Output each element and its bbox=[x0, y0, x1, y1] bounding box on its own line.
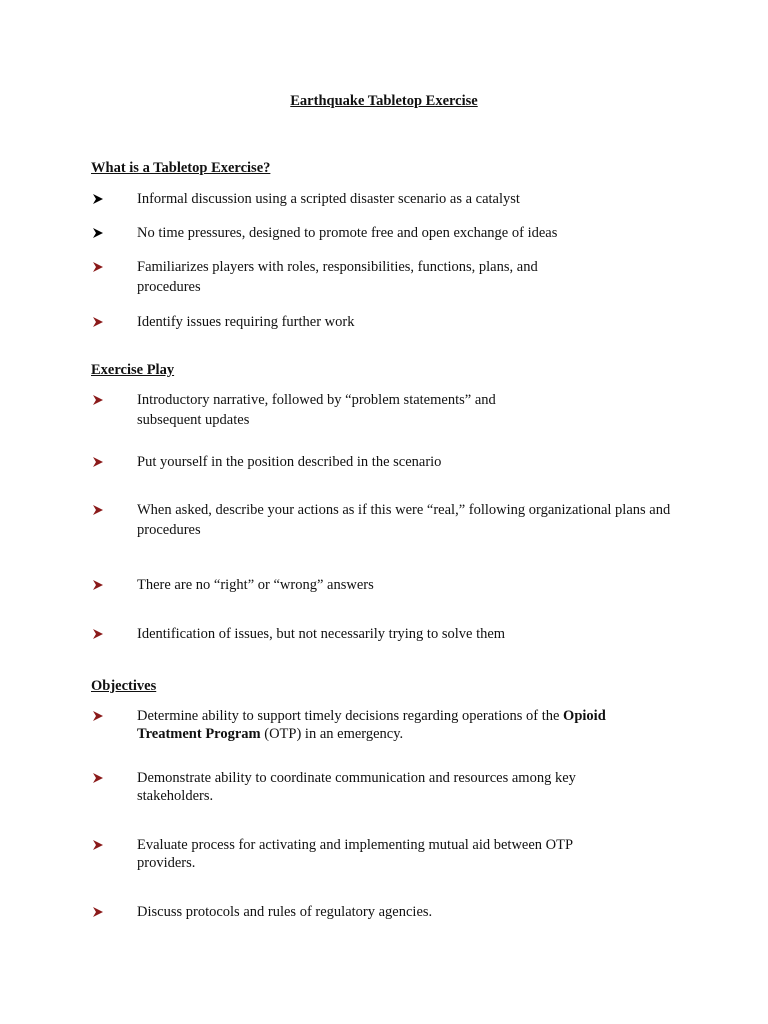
arrowhead-bullet-icon bbox=[92, 227, 104, 239]
list-item: There are no “right” or “wrong” answers bbox=[137, 577, 374, 593]
list-item: Identification of issues, but not necessarily trying to solve them bbox=[137, 626, 506, 642]
arrowhead-bullet-icon bbox=[92, 316, 104, 328]
list-item bbox=[137, 707, 637, 743]
arrowhead-bullet-icon bbox=[92, 394, 104, 406]
list-item: Demonstrate ability to coordinate communication and resources among key stakeholders. bbox=[137, 770, 576, 804]
section-heading-objectives: Objectives bbox=[91, 678, 157, 694]
arrowhead-bullet-icon bbox=[92, 710, 104, 722]
list-item: No time pressures, designed to promote free and open exchange of ideas bbox=[137, 225, 558, 241]
list-item: Evaluate process for activating and implementing mutual aid between OTP providers. bbox=[137, 837, 573, 871]
list-item: Introductory narrative, followed by “problem statements” and subsequent updates bbox=[137, 392, 496, 428]
list-item-text: (OTP) in an emergency. bbox=[260, 726, 404, 742]
arrowhead-bullet-icon bbox=[92, 579, 104, 591]
arrowhead-bullet-icon bbox=[92, 839, 104, 851]
document-title: Earthquake Tabletop Exercise bbox=[290, 93, 478, 109]
arrowhead-bullet-icon bbox=[92, 261, 104, 273]
list-item: Put yourself in the position described in the scenario bbox=[137, 454, 442, 470]
arrowhead-bullet-icon bbox=[92, 628, 104, 640]
arrowhead-bullet-icon bbox=[92, 906, 104, 918]
list-item: Familiarizes players with roles, responsibilities, functions, plans, and procedures bbox=[137, 259, 538, 295]
list-item: Identify issues requiring further work bbox=[137, 314, 355, 330]
program-name: Opioid Treatment Program bbox=[137, 708, 606, 742]
section-heading-what-is: What is a Tabletop Exercise? bbox=[91, 160, 271, 176]
list-item: Informal discussion using a scripted disaster scenario as a catalyst bbox=[137, 191, 520, 207]
arrowhead-bullet-icon bbox=[92, 193, 104, 205]
arrowhead-bullet-icon bbox=[92, 772, 104, 784]
list-item: When asked, describe your actions as if this were “real,” following organizational plans and procedures bbox=[137, 502, 671, 538]
arrowhead-bullet-icon bbox=[92, 504, 104, 516]
section-heading-exercise-play: Exercise Play bbox=[91, 362, 175, 378]
list-item: Discuss protocols and rules of regulatory agencies. bbox=[137, 904, 433, 920]
list-item-text: Determine ability to support timely decisions regarding operations of the bbox=[137, 708, 564, 724]
arrowhead-bullet-icon bbox=[92, 456, 104, 468]
